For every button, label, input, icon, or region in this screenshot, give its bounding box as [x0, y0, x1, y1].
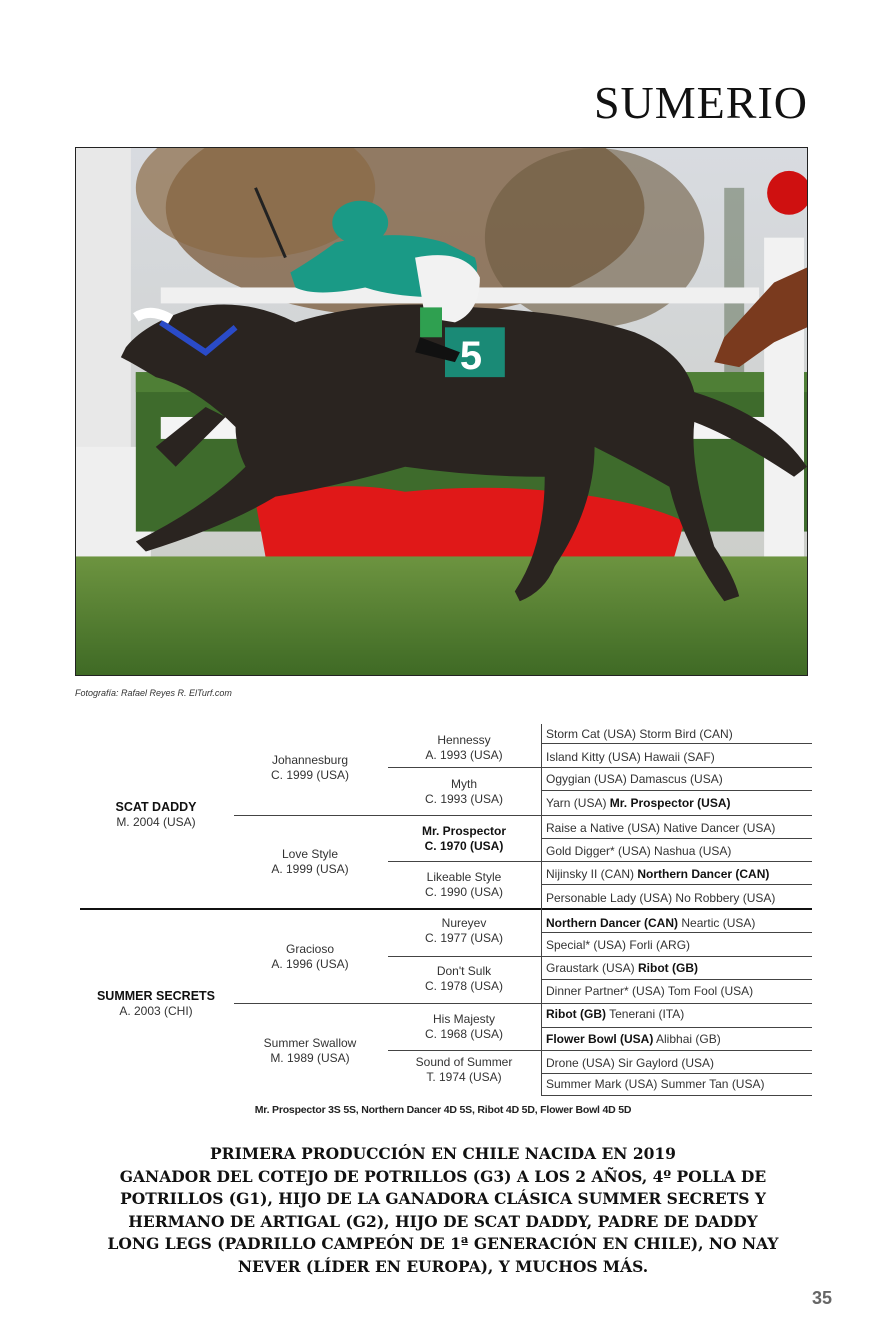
g4-text: Drone (USA) Sir Gaylord (USA) — [546, 1056, 715, 1070]
sire-sire-cell — [234, 753, 386, 783]
g4-text: Ogygian (USA) Damascus (USA) — [546, 772, 723, 786]
pedigree-rule — [541, 884, 812, 885]
page-number: 35 — [811, 1288, 832, 1308]
g4-text: Tenerani (ITA) — [605, 1007, 685, 1021]
pedigree-rule — [388, 767, 812, 768]
g4-entry-10 — [546, 938, 690, 952]
g3-info: C. 1990 (USA) — [424, 885, 504, 899]
g3-name: Myth — [450, 777, 477, 791]
g3-cell-2 — [388, 777, 540, 807]
g4-highlight: Northern Dancer (CAN) — [637, 867, 770, 881]
pedigree-rule — [541, 1095, 812, 1096]
pedigree-rule — [541, 838, 812, 839]
g4-text: Storm Cat (USA) Storm Bird (CAN) — [546, 727, 733, 741]
g4-text: Island Kitty (USA) Hawaii (SAF) — [546, 750, 715, 764]
dam-dam-cell — [234, 1036, 386, 1066]
sire-dam-info: A. 1999 (USA) — [271, 862, 349, 876]
page-title: SUMERIO — [593, 77, 808, 128]
pedigree-rule — [234, 1003, 812, 1004]
g3-info: C. 1970 (USA) — [424, 839, 504, 853]
summary-line: POTRILLOS (G1), HIJO DE LA GANADORA CLÁSICA SUMMER SECRETS Y — [120, 1189, 766, 1208]
g3-info: C. 1968 (USA) — [424, 1027, 504, 1041]
summary-line: PRIMERA PRODUCCIÓN EN CHILE NACIDA EN 2019 — [210, 1144, 676, 1163]
g3-name: Nureyev — [441, 916, 487, 930]
g4-entry-14 — [546, 1032, 721, 1046]
g3-cell-3 — [388, 824, 540, 854]
g4-text: Alibhai (GB) — [653, 1032, 721, 1046]
sire-dam-cell — [234, 847, 386, 877]
g4-highlight: Ribot (GB) — [638, 961, 698, 975]
g3-name: Sound of Summer — [415, 1055, 513, 1069]
dam-cell — [80, 989, 232, 1019]
g4-text: Special* (USA) Forli (ARG) — [546, 938, 691, 952]
g4-entry-1 — [546, 727, 733, 741]
dam-dam-name: Summer Swallow — [263, 1036, 357, 1050]
dam-sire-name: Gracioso — [285, 942, 335, 956]
g4-entry-11 — [546, 961, 698, 975]
g4-text: Raise a Native (USA) Native Dancer (USA) — [546, 821, 776, 835]
sire-sire-name: Johannesburg — [271, 753, 349, 767]
g3-cell-6 — [388, 964, 540, 994]
g4-text: Yarn (USA) — [546, 796, 610, 810]
g4-text: Dinner Partner* (USA) Tom Fool (USA) — [546, 984, 754, 998]
g4-entry-2 — [546, 750, 715, 764]
dam-sire-cell — [234, 942, 386, 972]
g4-entry-6 — [546, 844, 731, 858]
g4-text: Nijinsky II (CAN) — [546, 867, 638, 881]
g4-entry-5 — [546, 821, 775, 835]
photo-credit: Fotografía: Rafael Reyes R. ElTurf.com — [75, 688, 232, 698]
g3-info: C. 1993 (USA) — [424, 792, 504, 806]
pedigree-rule — [541, 743, 812, 744]
g4-entry-12 — [546, 984, 753, 998]
g4-entry-4 — [546, 796, 730, 810]
pedigree-divider — [80, 908, 812, 910]
pedigree-rule — [234, 815, 812, 816]
summary-line: GANADOR DEL COTEJO DE POTRILLOS (G3) A LOS 2 AÑOS, 4º POLLA DE — [119, 1166, 767, 1186]
pedigree-rule — [541, 1073, 812, 1074]
g4-text: Personable Lady (USA) No Robbery (USA) — [546, 891, 776, 905]
g4-highlight: Ribot (GB) — [546, 1007, 606, 1021]
sire-name: SCAT DADDY — [115, 800, 197, 814]
summary-text — [60, 1143, 826, 1278]
pedigree-rule — [388, 956, 812, 957]
g4-entry-8 — [546, 891, 775, 905]
g3-info: C. 1978 (USA) — [424, 979, 504, 993]
g3-info: A. 1993 (USA) — [425, 748, 503, 762]
g4-highlight: Northern Dancer (CAN) — [546, 916, 679, 930]
g3-info: T. 1974 (USA) — [426, 1070, 502, 1084]
g4-entry-7 — [546, 867, 769, 881]
g4-highlight: Flower Bowl (USA) — [546, 1032, 654, 1046]
g3-info: C. 1977 (USA) — [424, 931, 504, 945]
g4-entry-3 — [546, 772, 723, 786]
g4-text: Graustark (USA) — [546, 961, 639, 975]
dam-name: SUMMER SECRETS — [96, 989, 216, 1003]
summary-line: HERMANO DE ARTIGAL (G2), HIJO DE SCAT DADDY, PADRE DE DADDY — [128, 1211, 758, 1231]
dam-dam-info: M. 1989 (USA) — [270, 1051, 350, 1065]
g3-name: Likeable Style — [426, 870, 502, 884]
g3-cell-5 — [388, 916, 540, 946]
pedigree-column-rule — [541, 724, 542, 1095]
g3-name: Mr. Prospector — [421, 824, 507, 838]
dam-sire-info: A. 1996 (USA) — [271, 957, 349, 971]
g4-entry-16 — [546, 1077, 764, 1091]
pedigree-rule — [541, 1027, 812, 1028]
g3-name: Don't Sulk — [436, 964, 492, 978]
g4-entry-15 — [546, 1056, 714, 1070]
sire-dam-name: Love Style — [281, 847, 339, 861]
pedigree-rule — [541, 979, 812, 980]
pedigree-rule — [388, 1050, 812, 1051]
g3-name: Hennessy — [437, 733, 491, 747]
dam-info: A. 2003 (CHI) — [119, 1004, 193, 1018]
g4-text: Gold Digger* (USA) Nashua (USA) — [546, 844, 732, 858]
pedigree-rule — [388, 861, 812, 862]
summary-line: NEVER (LÍDER EN EUROPA), Y MUCHOS MÁS. — [237, 1256, 649, 1276]
g4-text: Neartic (USA) — [678, 916, 756, 930]
g4-entry-13 — [546, 1007, 684, 1021]
saddle-number: 5 — [459, 334, 483, 379]
sire-sire-info: C. 1999 (USA) — [270, 768, 350, 782]
g3-name: His Majesty — [432, 1012, 495, 1026]
pedigree-rule — [541, 790, 812, 791]
g4-entry-9 — [546, 916, 755, 930]
g3-cell-4 — [388, 870, 540, 900]
sire-cell — [80, 800, 232, 830]
g4-highlight: Mr. Prospector (USA) — [609, 796, 731, 810]
g3-cell-8 — [388, 1055, 540, 1085]
inbreeding-note: Mr. Prospector 3S 5S, Northern Dancer 4D 5S, Ribot 4D 5D, Flower Bowl 4D 5D — [254, 1104, 632, 1116]
g4-text: Summer Mark (USA) Summer Tan (USA) — [546, 1077, 765, 1091]
sire-info: M. 2004 (USA) — [116, 815, 196, 829]
pedigree-rule — [541, 932, 812, 933]
g3-cell-1 — [388, 733, 540, 763]
g3-cell-7 — [388, 1012, 540, 1042]
summary-line: LONG LEGS (PADRILLO CAMPEÓN DE 1ª GENERACIÓN EN CHILE), NO NAY — [107, 1234, 779, 1253]
